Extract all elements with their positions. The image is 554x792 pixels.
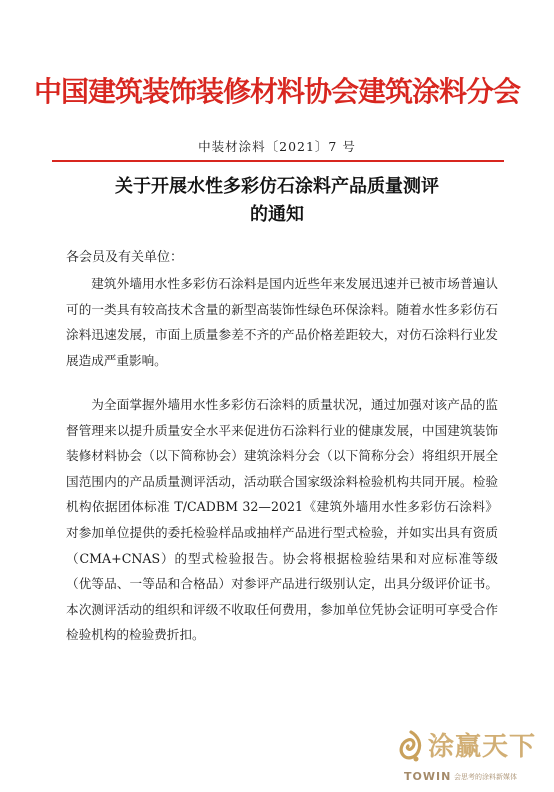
document-number: 中装材涂料〔2021〕7 号 (198, 139, 356, 154)
salutation: 各会员及有关单位： (66, 250, 184, 265)
notice-title (0, 173, 554, 229)
notice-title-line-1: 关于开展水性多彩仿石涂料产品质量测评 (115, 176, 439, 197)
watermark-name: 涂赢天下 (428, 732, 537, 762)
paragraph-1: 建筑外墙用水性多彩仿石涂料是国内近些年来发展迅速并已被市场普遍认可的一类具有较高技术含量的新型高装饰性绿色环保涂料。随着水性多彩仿石涂料迅速发展，市面上质量参差不齐的产品价格差距较大，对仿石涂料行业发展造成严重影响。 (66, 276, 498, 368)
header-divider (52, 160, 504, 162)
notice-title-line-2: 的通知 (250, 204, 304, 225)
watermark (392, 724, 552, 792)
watermark-brand: TOWIN (404, 770, 452, 783)
watermark-slogan: 会思考的涂料新媒体 (454, 773, 517, 781)
org-name-header: 中国建筑装饰装修材料协会建筑涂料分会 (33, 75, 520, 108)
paragraph-2: 为全面掌握外墙用水性多彩仿石涂料的质量状况，通过加强对该产品的监督管理来以提升质量安全水平来促进仿石涂料行业的健康发展，中国建筑装饰装修材料协会（以下简称协会）建筑涂料分会（以下简称分会）将组织开展全国范围内的产品质量测评活动，活动联合国家级涂料检验机构共同开展。检验机构依据团体标准 T/CADBM 32—2021《建筑外墙用水性多彩仿石涂料》对参加单位提供的委托检验样品或抽样产品进行型式检验，并如实出具有资质（CMA+CNAS）的型式检验报告。协会将根据检验结果和对应标准等级（优等品、一等品和合格品）对参评产品进行级别认定，出具分级评价证书。本次测评活动的组织和评级不收取任何费用，参加单位凭协会证明可享受合作检验机构的检验费折扣。 (66, 397, 498, 643)
brush-logo-icon (396, 730, 426, 764)
